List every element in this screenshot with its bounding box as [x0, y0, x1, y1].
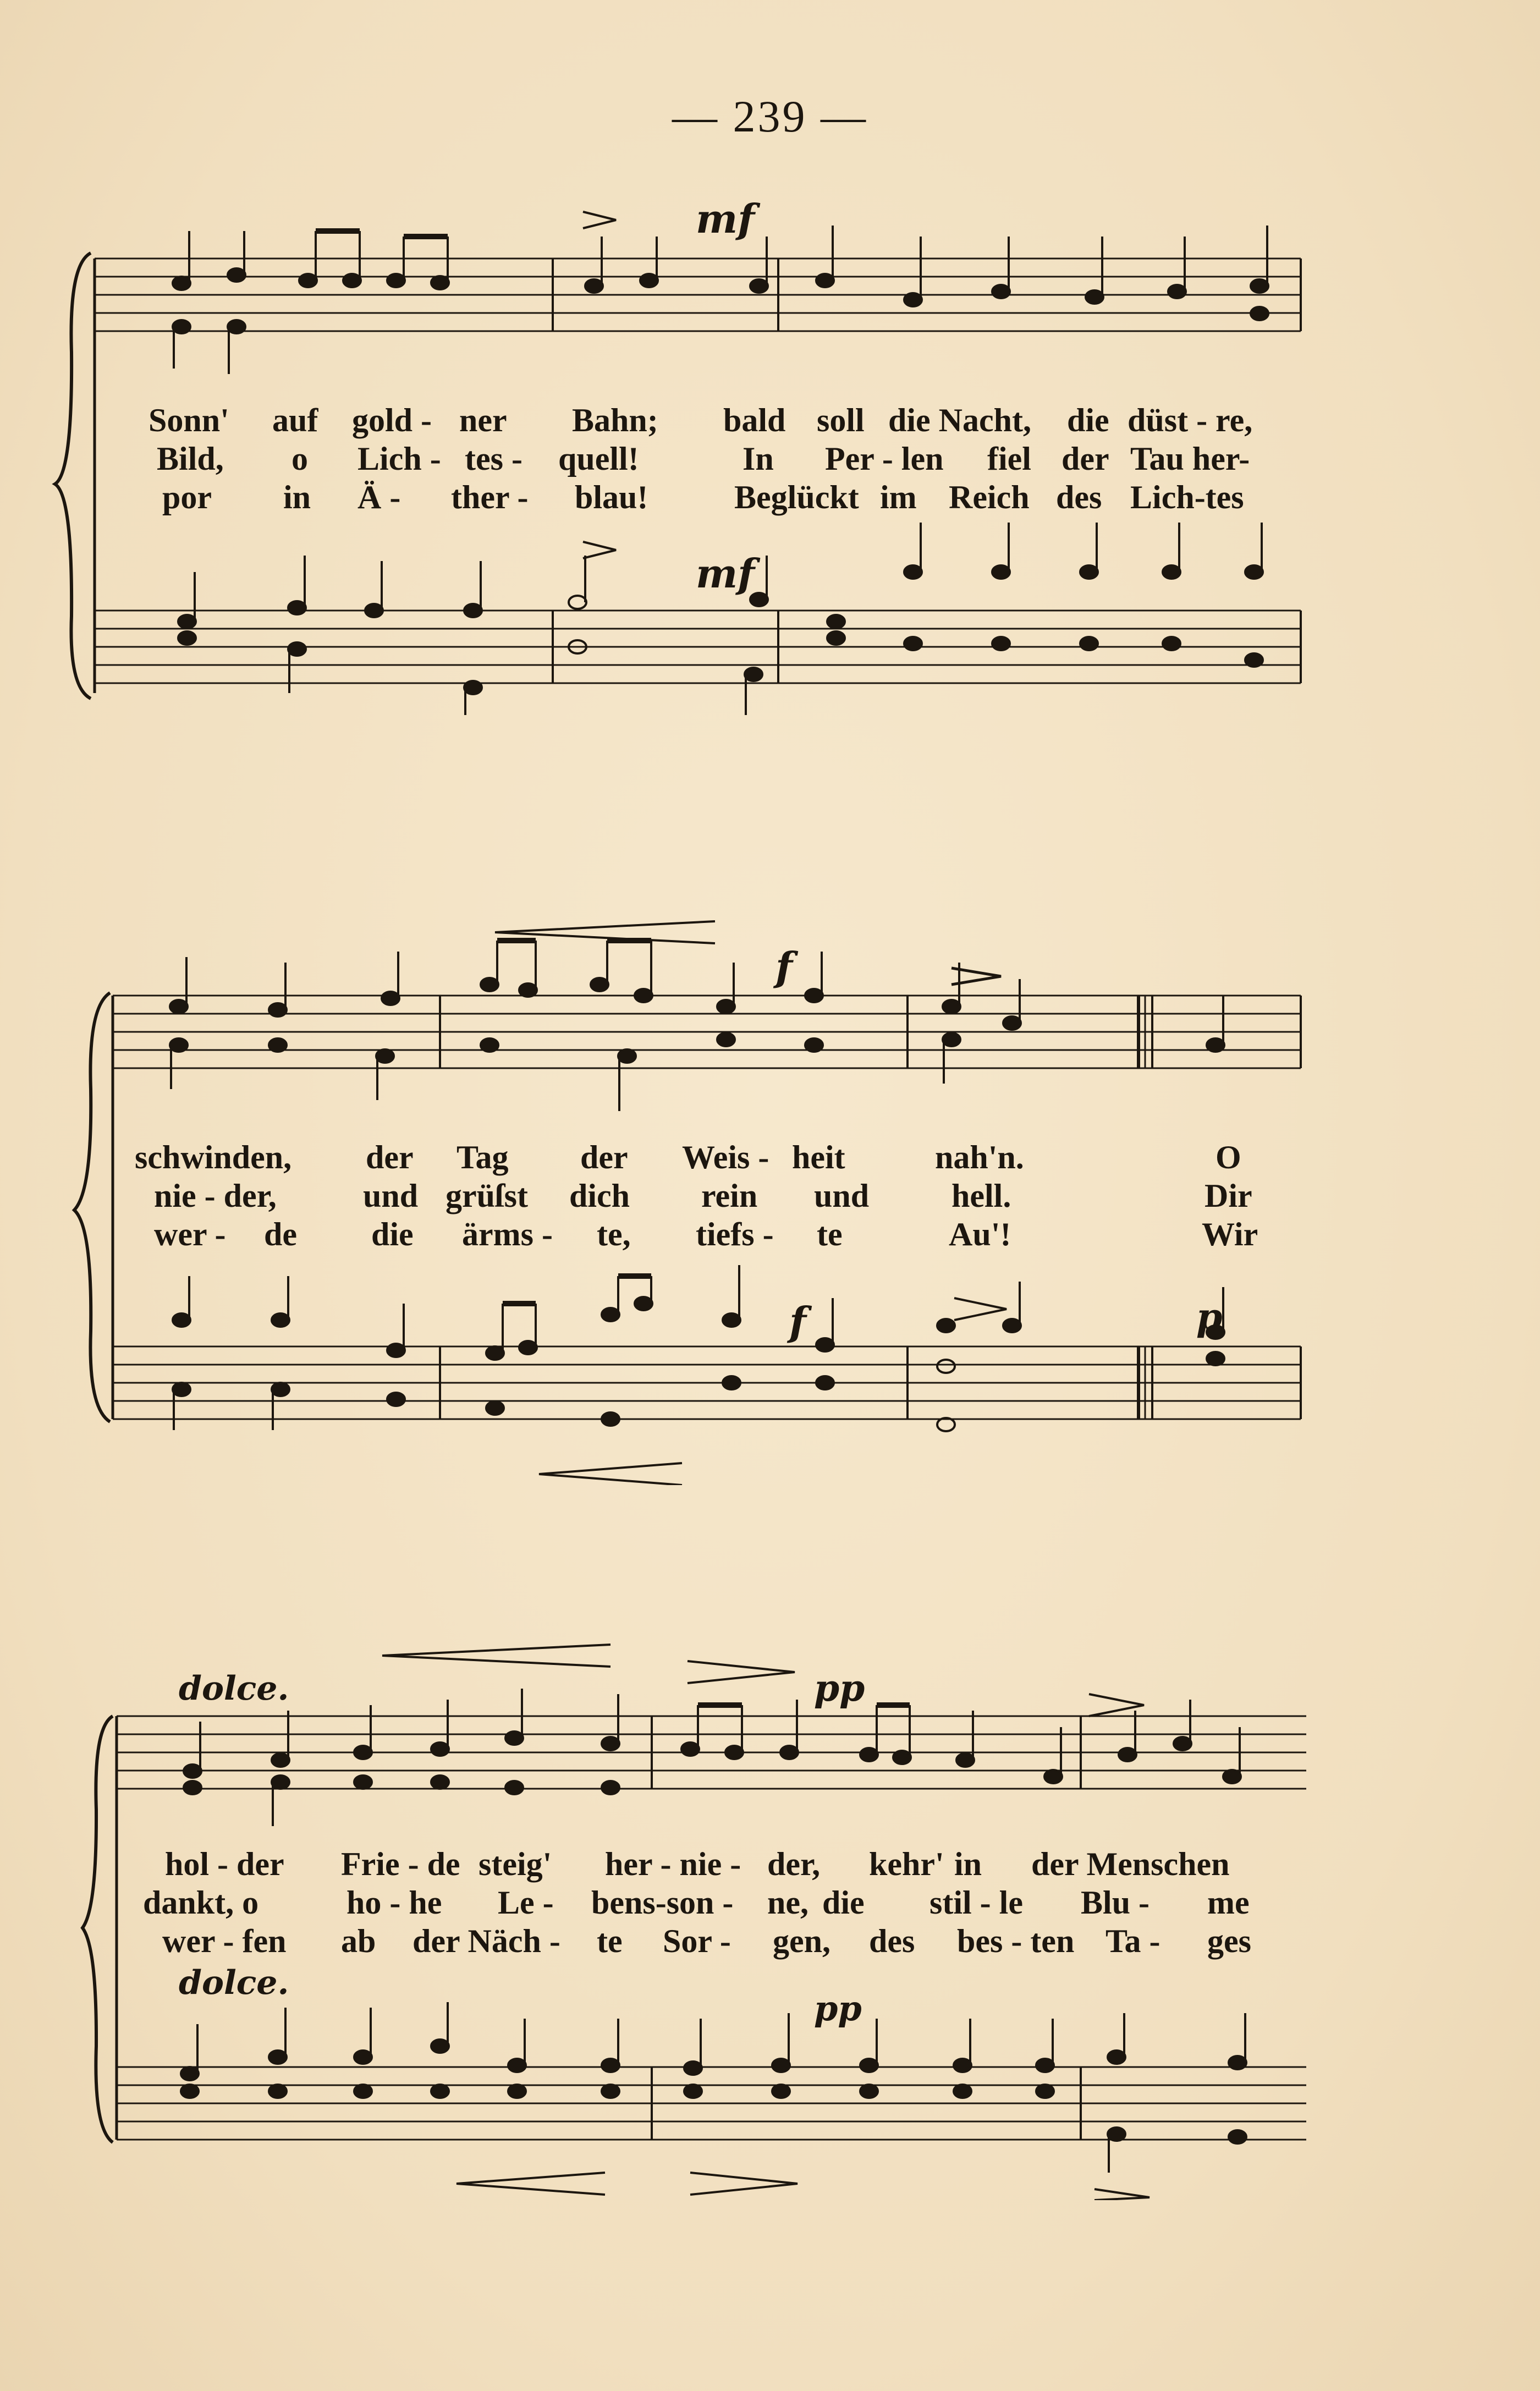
- accent-mark: [583, 212, 616, 228]
- lyric-syllable: der,: [767, 1846, 821, 1882]
- grand-staff-brace: [82, 1716, 113, 2142]
- lyric-syllable: der: [1062, 441, 1109, 477]
- lyric-syllable: her - nie -: [605, 1846, 741, 1882]
- lyric-syllable: tes -: [465, 441, 522, 477]
- music-system-1: [0, 0, 1540, 715]
- decrescendo-hairpin: [539, 1463, 682, 1485]
- lyric-syllable: der: [366, 1139, 414, 1175]
- system-1-notation: [0, 0, 1540, 715]
- lyric-syllable: Wir: [1202, 1216, 1258, 1252]
- lyric-syllable: Le -: [498, 1884, 554, 1921]
- lyric-syllable: Sor -: [663, 1923, 731, 1959]
- crescendo-hairpin: [457, 2173, 605, 2195]
- music-system-3: [0, 1623, 1540, 2200]
- lyric-syllable: Bild,: [157, 441, 224, 477]
- lyric-syllable: schwinden,: [135, 1139, 292, 1175]
- lyric-syllable: ne,: [767, 1884, 809, 1921]
- lyric-syllable: wer - fen: [162, 1923, 287, 1959]
- lyric-syllable: dankt, o: [143, 1884, 259, 1921]
- lyric-syllable: ner: [459, 402, 507, 438]
- lyric-syllable: Au'!: [949, 1216, 1011, 1252]
- crescendo-hairpin: [382, 1645, 610, 1667]
- dynamic-mark: mf: [696, 195, 755, 242]
- dynamic-mark: pp: [814, 1667, 865, 1710]
- lyric-syllable: Frie - de: [341, 1846, 460, 1882]
- lyric-syllable: te: [817, 1216, 843, 1252]
- lyric-syllable: in: [283, 479, 311, 515]
- lyric-syllable: ho - he: [346, 1884, 442, 1921]
- lyric-syllable: de: [264, 1216, 297, 1252]
- lyric-syllable: te,: [597, 1216, 631, 1252]
- accent-mark: [583, 542, 616, 558]
- lyric-syllable: me: [1207, 1884, 1250, 1921]
- lyric-syllable: auf: [272, 402, 318, 438]
- lower-notes: [181, 2002, 1246, 2173]
- lyric-syllable: fiel: [987, 441, 1031, 477]
- lyric-syllable: Tag: [457, 1139, 509, 1175]
- lyric-syllable: und: [363, 1178, 419, 1214]
- dynamic-mark: dolce.: [179, 1669, 289, 1708]
- grand-staff-brace: [74, 993, 110, 1422]
- lyric-syllable: die: [1067, 402, 1109, 438]
- lyric-syllable: por: [162, 479, 212, 515]
- lyric-syllable: gen,: [773, 1923, 831, 1959]
- dynamic-mark: f: [776, 943, 793, 990]
- lower-notes: [173, 1265, 1224, 1431]
- lyric-syllable: Sonn': [148, 402, 229, 438]
- lyric-syllable: Ta -: [1106, 1923, 1160, 1959]
- lyric-syllable: bald: [723, 402, 786, 438]
- upper-notes: [184, 1689, 1241, 1826]
- lyric-syllable: hell.: [952, 1178, 1011, 1214]
- lyric-syllable: grüſst: [446, 1178, 528, 1214]
- lyric-syllable: o: [292, 441, 308, 477]
- dynamic-mark: f: [789, 1298, 806, 1345]
- dynamic-mark: mf: [696, 550, 755, 597]
- lyric-syllable: Per - len: [825, 441, 944, 477]
- lyric-syllable: te: [597, 1923, 623, 1959]
- lyric-syllable: Lich -: [358, 441, 441, 477]
- lyric-syllable: rein: [701, 1178, 758, 1214]
- upper-staff: [95, 259, 1301, 331]
- decrescendo-hairpin: [688, 1661, 795, 1683]
- grand-staff-brace: [55, 253, 91, 699]
- lyric-syllable: O: [1216, 1139, 1241, 1175]
- lyric-syllable: Blu -: [1081, 1884, 1150, 1921]
- lyric-syllable: Ä -: [358, 479, 401, 515]
- lyric-syllable: ärms -: [462, 1216, 553, 1252]
- page-number: — 239 —: [672, 91, 868, 141]
- lyric-syllable: wer -: [154, 1216, 226, 1252]
- lyric-syllable: Tau her-: [1130, 441, 1250, 477]
- lyric-syllable: quell!: [558, 441, 639, 477]
- lyric-syllable: Lich-tes: [1130, 479, 1244, 515]
- decrescendo-hairpin: [690, 2173, 798, 2195]
- lyric-syllable: ges: [1207, 1923, 1251, 1959]
- lyric-syllable: Weis -: [682, 1139, 769, 1175]
- lyric-syllable: im: [880, 479, 917, 515]
- lower-staff: [117, 2067, 1306, 2140]
- lyric-syllable: nah'n.: [935, 1139, 1024, 1175]
- lyric-syllable: des: [869, 1923, 915, 1959]
- lyric-syllable: nie - der,: [154, 1178, 277, 1214]
- lyric-syllable: hol - der: [165, 1846, 284, 1882]
- lyric-syllable: der Menschen: [1031, 1846, 1230, 1882]
- music-system-2: [0, 880, 1540, 1485]
- lyric-syllable: ther -: [451, 479, 529, 515]
- lyric-syllable: in: [954, 1846, 982, 1882]
- lyric-syllable: düst - re,: [1128, 402, 1253, 438]
- accent-mark: [954, 1298, 1007, 1320]
- accent-mark: [1094, 2189, 1150, 2200]
- dynamic-mark: dolce.: [179, 1964, 289, 2002]
- lyric-syllable: dich: [569, 1178, 630, 1214]
- lower-staff: [95, 611, 1301, 683]
- lyric-syllable: die: [822, 1884, 865, 1921]
- upper-notes: [173, 226, 1268, 374]
- lyric-syllable: Beglückt: [734, 479, 859, 515]
- lyric-syllable: steig': [479, 1846, 552, 1882]
- lyric-syllable: der Näch -: [413, 1923, 560, 1959]
- lyric-syllable: In: [743, 441, 774, 477]
- lyric-syllable: der: [580, 1139, 628, 1175]
- lyric-syllable: ab: [341, 1923, 376, 1959]
- lyric-syllable: stil - le: [930, 1884, 1023, 1921]
- lyric-syllable: Dir: [1204, 1178, 1252, 1214]
- dynamic-mark: pp: [814, 1988, 862, 2029]
- lower-staff: [113, 1346, 1301, 1419]
- lyric-syllable: die Nacht,: [888, 402, 1031, 438]
- lyric-syllable: Reich: [949, 479, 1030, 515]
- lyric-syllable: blau!: [575, 479, 648, 515]
- upper-notes: [170, 941, 1224, 1111]
- upper-staff: [113, 996, 1301, 1068]
- lyric-syllable: kehr': [869, 1846, 944, 1882]
- lyric-syllable: des: [1056, 479, 1102, 515]
- lyric-syllable: Bahn;: [572, 402, 658, 438]
- lyric-syllable: bes - ten: [957, 1923, 1075, 1959]
- lyric-syllable: gold -: [352, 402, 432, 438]
- lyric-syllable: bens-son -: [591, 1884, 734, 1921]
- lyric-syllable: die: [371, 1216, 414, 1252]
- lyric-syllable: heit: [792, 1139, 845, 1175]
- lyric-syllable: tiefs -: [696, 1216, 774, 1252]
- dynamic-mark: p: [1196, 1295, 1223, 1339]
- lyric-syllable: soll: [817, 402, 865, 438]
- lyric-syllable: und: [814, 1178, 870, 1214]
